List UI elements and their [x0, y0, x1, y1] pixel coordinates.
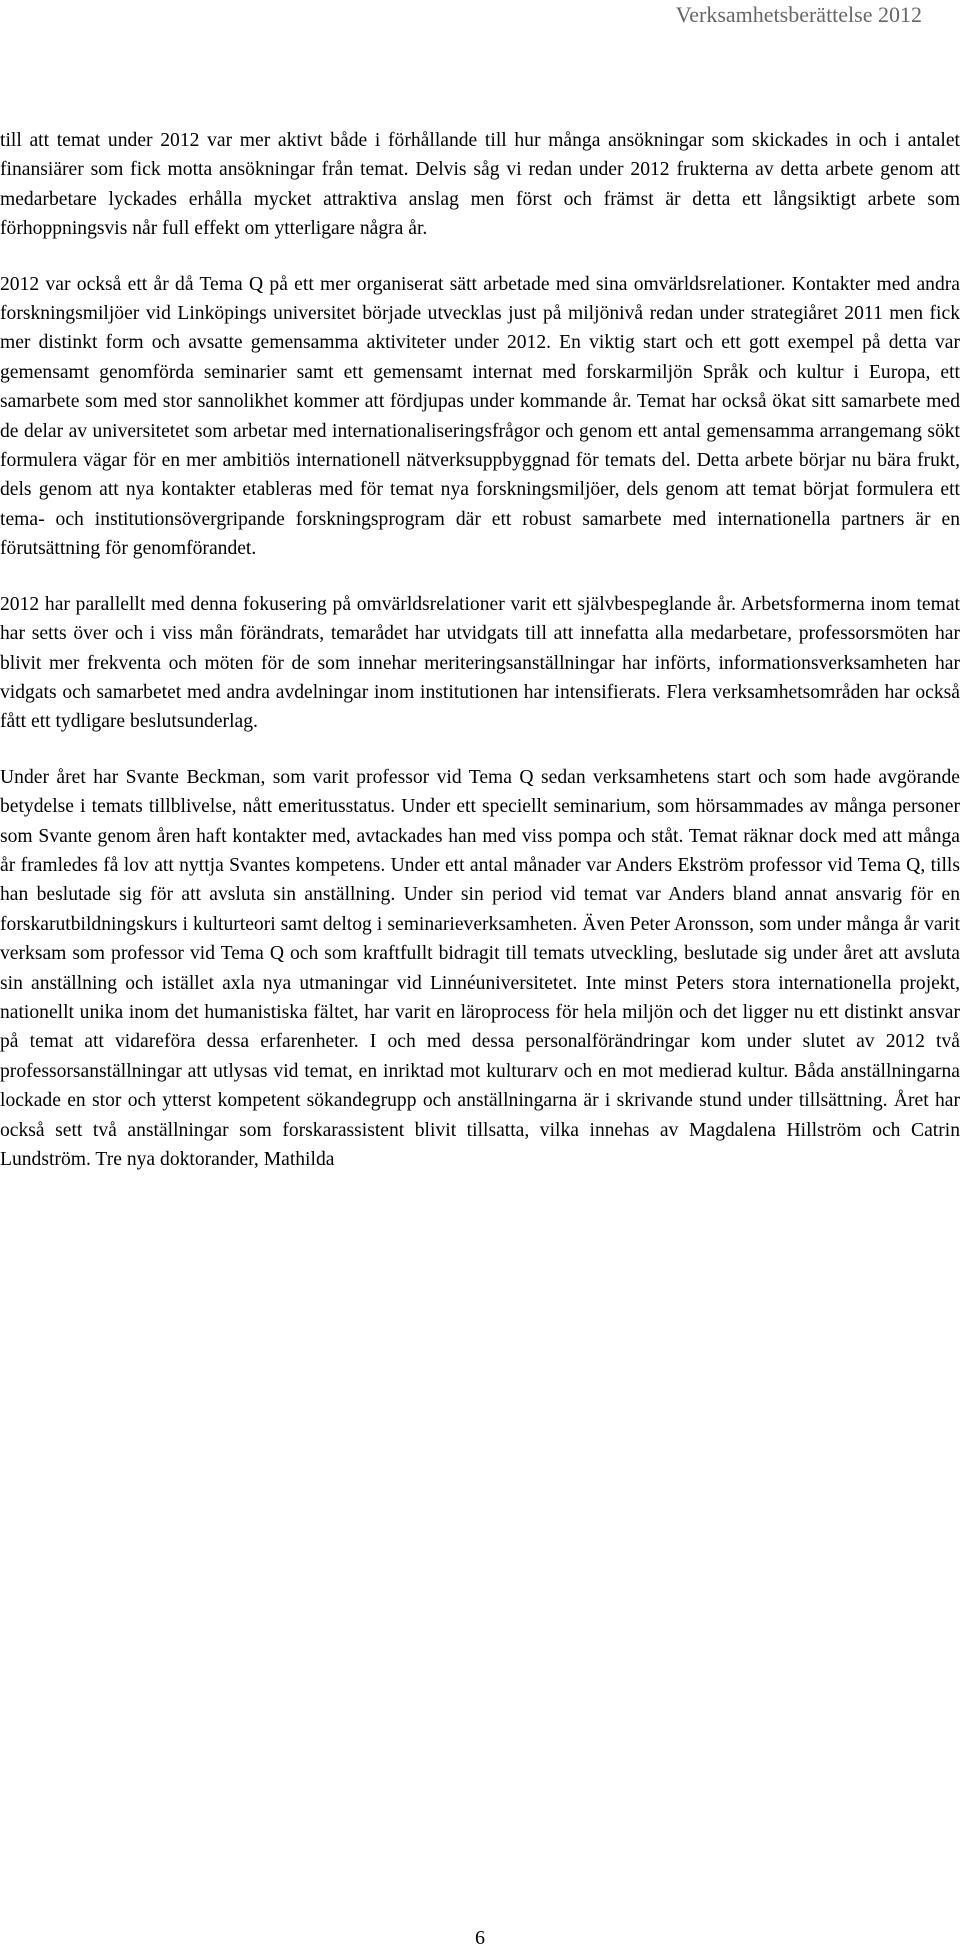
paragraph-external-relations: 2012 var också ett år då Tema Q på ett mer organiserat sätt arbetade med sina omvärldsrelationer. Kontakter med andra forskningsmiljöer vid Linköpings universitet började utvecklas just på miljönivå redan under strategiåret 2011 men fick mer distinkt form och avsatte gemensamma aktiviteter under 2012. En viktig start och ett gott exempel på detta var gemensamt genomförda seminarier samt ett gemensamt internat med forskarmiljön Språk och kultur i Europa, ett samarbete som med stor sannolikhet kommer att fördjupas under kommande år. Temat har också ökat sitt samarbete med de delar av universitetet som arbetar med internationaliseringsfrågor och genom ett antal gemensamma arrangemang sökt formulera vägar för en mer ambitiös internationell nätverksuppbyggnad för temats del. Detta arbete börjar nu bära frukt, dels genom att nya kontakter etableras med för temat nya forskningsmiljöer, dels genom att temat börjat formulera ett tema- och institutionsövergripande forskningsprogram där ett robust samarbete med internationella partners är en förutsättning för genomförandet. — [0, 273, 960, 560]
page-number: 6 — [475, 1927, 485, 1949]
body-text — [0, 126, 960, 1174]
paragraph-staff-changes: Under året har Svante Beckman, som varit professor vid Tema Q sedan verksamhetens start och som hade avgörande betydelse i temats tillblivelse, nått emeritusstatus. Under ett speciellt seminarium, som hörsammades av många personer som Svante genom åren haft kontakter med, avtackades han med viss pompa och ståt. Temat räknar dock med att många år framledes få lov att nyttja Svantes kompetens. Under ett antal månader var Anders Ekström professor vid Tema Q, tills han beslutade sig för att avsluta sin anställning. Under sin period vid temat var Anders bland annat ansvarig för en forskarutbildningskurs i kulturteori samt deltog i seminarieverksamheten. Även Peter Aronsson, som under många år varit verksam som professor vid Tema Q och som kraftfullt bidragit till temats utveckling, beslutade sig under året att avsluta sin anställning och istället axla nya utmaningar vid Linnéuniversitetet. Inte minst Peters stora internationella projekt, nationellt unika inom det humanistiska fältet, har varit en läroprocess för hela miljön och det ligger nu ett distinkt ansvar på temat att vidareföra dessa erfarenheter. I och med dessa personalförändringar kom under slutet av 2012 två professorsanställningar att utlysas vid temat, en inriktad mot kulturarv och en mot medierad kultur. Båda anställningarna lockade en stor och ytterst kompetent sökandegrupp och anställningarna är i skrivande stund under tillsättning. Året har också sett två anställningar som forskarassistent blivit tillsatta, vilka innehas av Magdalena Hillström och Catrin Lundström. Tre nya doktorander, Mathilda — [0, 766, 960, 1170]
running-header: Verksamhetsberättelse 2012 — [675, 2, 922, 27]
paragraph-applications: till att temat under 2012 var mer aktivt både i förhållande till hur många ansökningar som skickades in och i antalet finansiärer som fick motta ansökningar från temat. Delvis såg vi redan under 2012 frukterna av detta arbete genom att medarbetare lyckades erhålla mycket attraktiva anslag men först och främst är detta ett långsiktigt arbete som förhoppningsvis når full effekt om ytterligare några år. — [0, 130, 960, 240]
paragraph-self-reflection: 2012 har parallellt med denna fokusering på omvärldsrelationer varit ett självbespeglande år. Arbetsformerna inom temat har setts över och i viss mån förändrats, temarådet har utvidgats till att innefatta alla medarbetare, professorsmöten har blivit mer frekventa och möten för de som innehar meriteringsanställningar har införts, informationsverksamheten har vidgats och samarbetet med andra avdelningar inom institutionen har intensifierats. Flera verksamhetsområden har också fått ett tydligare beslutsunderlag. — [0, 593, 960, 733]
